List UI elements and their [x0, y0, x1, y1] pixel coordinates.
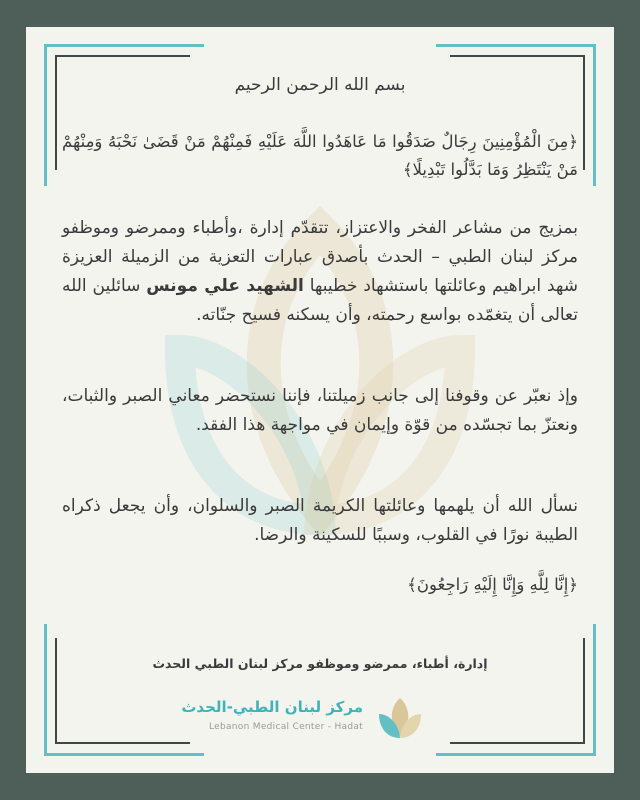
signature-line: إدارة، أطباء، ممرضو وموظفو مركز لبنان الطبي الحدث — [152, 656, 488, 671]
opening-quran-verse: ﴿مِنَ الْمُؤْمِنِينَ رِجَالٌ صَدَقُوا مَا عَاهَدُوا اللَّهَ عَلَيْهِ فَمِنْهُمْ مَنْ قَضَىٰ نَحْبَهُ وَمِنْهُمْ مَنْ يَنْتَظِرُ وَمَا بَدَّلُوا تَبْدِيلًا﴾ — [62, 132, 578, 179]
hospital-logo — [181, 692, 445, 748]
basmala-heading: بسم الله الرحمن الرحيم — [234, 75, 406, 95]
lotus-logo-icon — [375, 692, 425, 748]
closing-quran-verse: ﴿إِنَّا لِلَّهِ وَإِنَّا إِلَيْهِ رَاجِعُونَ﴾ — [407, 575, 578, 594]
logo-english-name: Lebanon Medical Center - Hadat — [208, 722, 363, 732]
martyr-name: الشهيد علي مونس — [146, 276, 304, 296]
paragraph1-text-after: سائلين الله تعالى أن يتغمّده بواسع رحمته، وأن يسكنه فسيح جنّاته. — [62, 276, 578, 325]
paragraph1-text-before: بمزيج من مشاعر الفخر والاعتزاز، تتقدّم إدارة ،وأطباء وممرضو وموظفو مركز لبنان الطبي – الحدث بأصدق عبارات التعزية من الزميلة العزيزة شهد ابراهيم وعائلتها باستشهاد خطيبها — [62, 218, 579, 296]
condolence-paragraph-3: نسأل الله أن يلهمها وعائلتها الكريمة الصبر والسلوان، وأن يجعل ذكراه الطيبة نورًا في القلوب، وسببًا للسكينة والرضا. — [62, 496, 578, 545]
condolence-paragraph-2: وإذ نعبّر عن وقوفنا إلى جانب زميلتنا، فإننا نستحضر معاني الصبر والثبات، ونعتزّ بما تجسّده من قوّة وإيمان في مواجهة هذا الفقد. — [62, 386, 578, 435]
condolence-paragraph-1 — [62, 214, 578, 330]
logo-arabic-name: مركز لبنان الطبي-الحدث — [181, 698, 363, 716]
